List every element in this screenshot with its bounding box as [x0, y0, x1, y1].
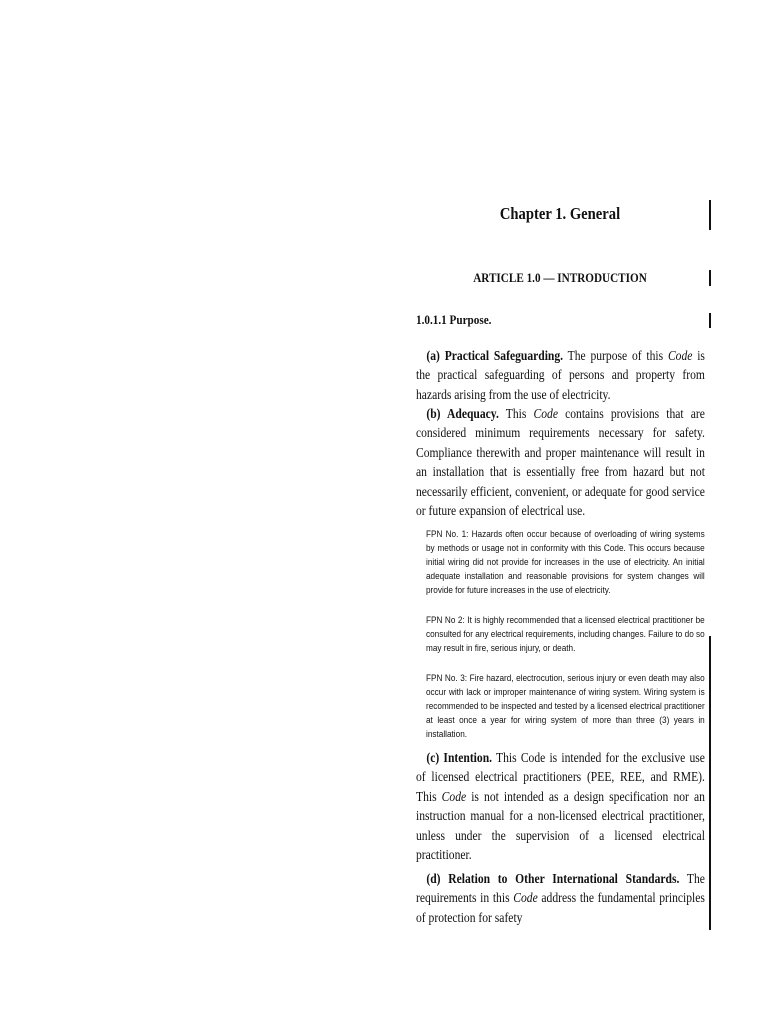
paragraph-a-heading: (a) Practical Safeguarding. — [426, 348, 564, 363]
paragraph-c-code: Code — [441, 788, 467, 804]
change-bar-chapter — [709, 200, 711, 230]
fpn-note-1: FPN No. 1: Hazards often occur because of overloading of wiring systems by methods or usage not in conformity with this Code. This occurs because initial wiring did not provide for increases in the use of electricity. An initial adequate installation and reasonable provisions for system changes will provide for future increases in the use of electricity. — [426, 529, 705, 596]
article-title: ARTICLE 1.0 — INTRODUCTION — [473, 270, 647, 285]
paragraph-c-text-1: This Code is intended for the exclusive use of licensed electrical practitioners (PEE, REE, and RME). This — [416, 750, 705, 804]
paragraph-c-text-2: is not intended as a design specification nor an instruction manual for a non-licensed electrical practitioner, unless under the supervision of a licensed electrical practitioner. — [416, 788, 705, 863]
fpn-note-3: FPN No. 3: Fire hazard, electrocution, serious injury or even death may also occur with lack or improper maintenance of wiring system. Wiring system is recommended to be inspected and tested by a licensed electrical practitioner at least once a year for wiring system of more than three (3) years in installation. — [426, 673, 705, 740]
paragraph-d-text-1: The requirements in this — [416, 871, 705, 906]
paragraph-b-text-2: contains provisions that are considered minimum requirements necessary for safety. Compliance therewith and proper maintenance will result in an installation that is essentially free from hazard but not necessarily efficient, convenient, or adequate for good service or future expansion of electrical use. — [416, 406, 705, 519]
paragraph-d — [416, 869, 705, 927]
paragraph-b-heading: (b) Adequacy. — [426, 406, 499, 421]
paragraph-c-heading: (c) Intention. — [426, 750, 493, 765]
paragraph-c — [416, 748, 705, 864]
paragraph-a-code: Code — [667, 348, 693, 363]
paragraph-a-text-2: is the practical safeguarding of persons and property from hazards arising from the use of electricity. — [416, 348, 705, 402]
paragraph-b-code: Code — [533, 406, 558, 421]
paragraph-a-text-1: The purpose of this — [563, 348, 668, 363]
paragraph-b-text-1: This — [498, 406, 534, 421]
change-bar-section — [709, 313, 711, 328]
paragraph-d-heading: (d) Relation to Other International Standards. — [426, 871, 680, 886]
chapter-title: Chapter 1. General — [499, 204, 621, 223]
paragraph-a — [416, 346, 705, 404]
fpn-note-2: FPN No 2: It is highly recommended that a licensed electrical practitioner be consulted for any electrical requirements, including changes. Failure to do so may result in fire, serious injury, or death. — [426, 615, 705, 654]
paragraph-d-text-2: address the fundamental principles of protection for safety — [416, 890, 705, 925]
section-title: 1.0.1.1 Purpose. — [416, 312, 492, 327]
paragraph-b — [416, 404, 705, 520]
change-bar-long — [709, 636, 711, 930]
paragraph-d-code: Code — [513, 890, 538, 906]
change-bar-article — [709, 270, 711, 286]
